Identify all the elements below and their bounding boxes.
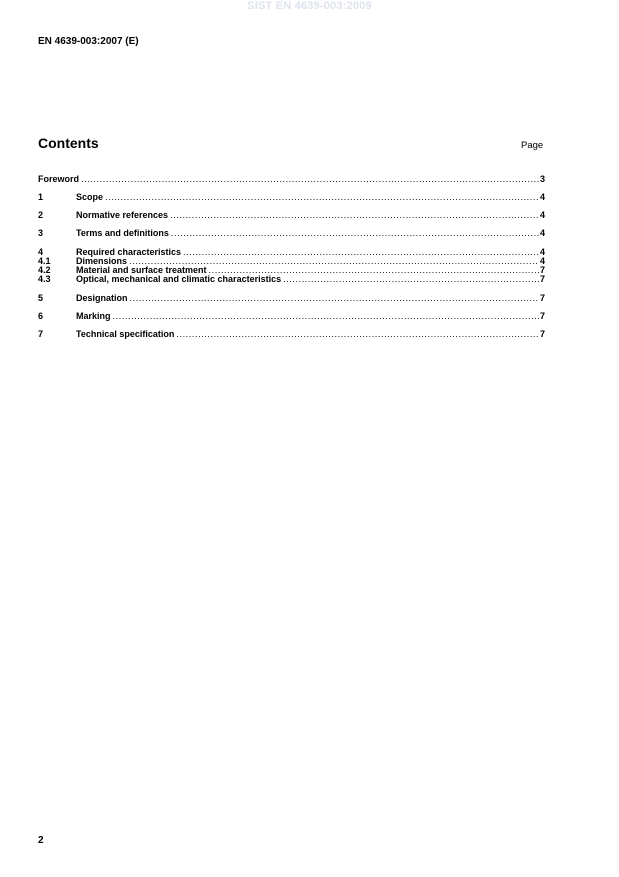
- toc-entry-number: 4.2: [38, 265, 51, 275]
- toc-entry-title: Marking: [76, 311, 111, 321]
- toc-entry-marking[interactable]: [38, 312, 545, 321]
- dot-leader: [113, 312, 539, 321]
- dot-leader: [176, 330, 539, 339]
- dot-leader: [130, 294, 539, 303]
- toc-entry-page: 7: [539, 265, 545, 275]
- toc-entry-page: 4: [539, 256, 545, 266]
- toc-entry-page: 7: [539, 329, 545, 339]
- page-column-heading: Page: [521, 140, 544, 151]
- toc-entry-page: 4: [539, 210, 545, 220]
- toc-entry-number: 7: [38, 329, 44, 339]
- dot-leader: [81, 175, 539, 184]
- toc-entry-normative-references[interactable]: [38, 211, 545, 220]
- toc-entry-scope[interactable]: [38, 193, 545, 202]
- toc-entry-optical-mechanical-climatic[interactable]: [38, 275, 545, 284]
- toc-entry-title: Terms and definitions: [76, 228, 169, 238]
- toc-entry-number: 2: [38, 210, 44, 220]
- toc-entry-foreword[interactable]: [38, 175, 545, 184]
- toc-entry-title: Scope: [76, 192, 104, 202]
- table-of-contents: [38, 175, 545, 339]
- toc-entry-title: Technical specification: [76, 329, 175, 339]
- toc-entry-number: 4.1: [38, 256, 51, 266]
- toc-entry-title: Designation: [76, 293, 128, 303]
- toc-entry-page: 4: [539, 228, 545, 238]
- toc-entry-title: Normative references: [76, 210, 169, 220]
- toc-entry-page: 7: [539, 274, 545, 284]
- toc-entry-number: 3: [38, 228, 44, 238]
- toc-entry-title: Material and surface treatment: [76, 265, 207, 275]
- toc-entry-page: 7: [539, 311, 545, 321]
- watermark: SIST EN 4639-003:2009: [247, 0, 372, 12]
- page-number: 2: [38, 835, 44, 846]
- toc-entry-number: 6: [38, 311, 44, 321]
- dot-leader: [171, 229, 539, 238]
- toc-entry-number: 1: [38, 192, 44, 202]
- toc-entry-number: 4: [38, 247, 44, 257]
- toc-entry-title: Dimensions: [76, 256, 128, 266]
- toc-entry-page: 4: [539, 247, 545, 257]
- dot-leader: [105, 193, 539, 202]
- toc-entry-page: 7: [539, 293, 545, 303]
- toc-entry-terms-and-definitions[interactable]: [38, 229, 545, 238]
- toc-entry-title: Foreword: [38, 174, 80, 184]
- dot-leader: [170, 211, 539, 220]
- contents-title: Contents: [38, 135, 99, 151]
- toc-entry-title: Required characteristics: [76, 247, 182, 257]
- dot-leader: [183, 248, 539, 257]
- toc-entry-title: Optical, mechanical and climatic characteristics: [76, 274, 282, 284]
- toc-entry-designation[interactable]: [38, 294, 545, 303]
- toc-entry-page: 4: [539, 192, 545, 202]
- dot-leader: [283, 275, 539, 284]
- toc-entry-page: 3: [539, 174, 545, 184]
- toc-entry-technical-specification[interactable]: [38, 330, 545, 339]
- document-id: EN 4639-003:2007 (E): [38, 36, 139, 47]
- toc-entry-number: 4.3: [38, 274, 51, 284]
- toc-entry-number: 5: [38, 293, 44, 303]
